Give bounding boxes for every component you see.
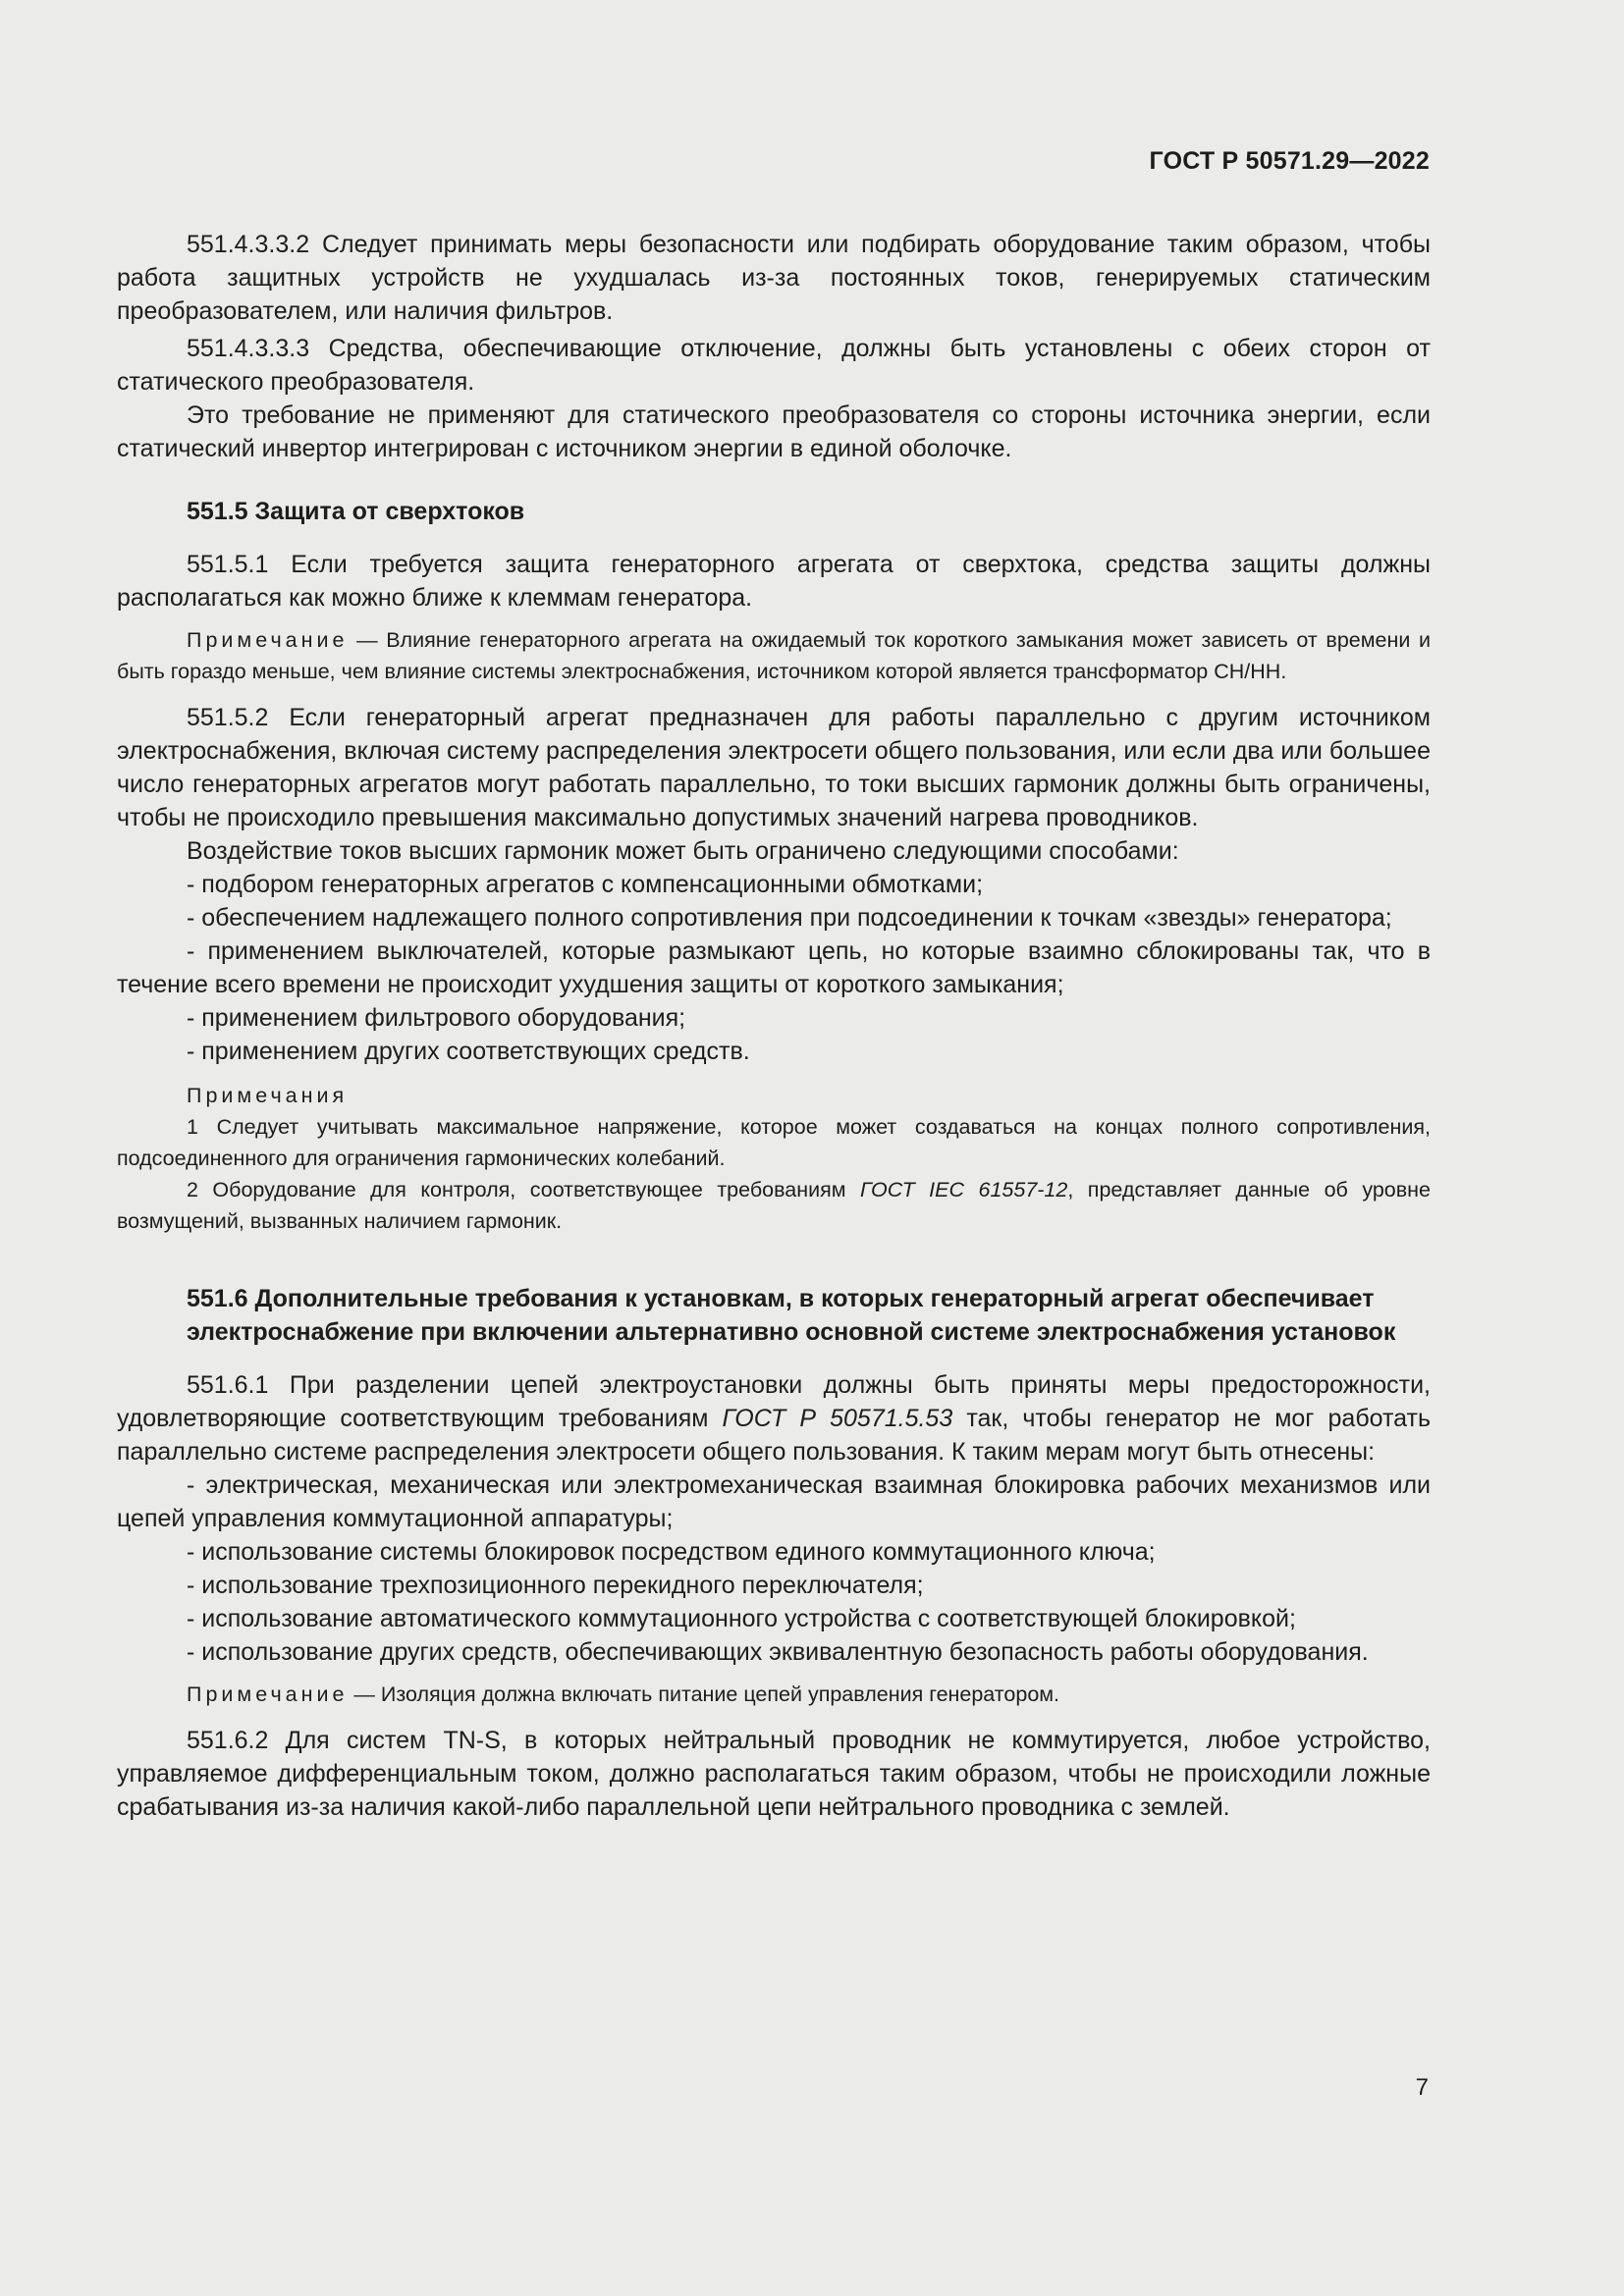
paragraph-harmonics-intro: Воздействие токов высших гармоник может быть ограничено следующими способами:	[187, 837, 1179, 865]
list-item: - подбором генераторных агрегатов с компенсационными обмотками;	[187, 871, 984, 898]
notes-title: Примечания	[187, 1084, 349, 1107]
list-item: - применением фильтрового оборудования;	[187, 1004, 686, 1032]
paragraph-551-6-2: 551.6.2 Для систем TN-S, в которых нейтральный проводник не коммутируется, любое устройство, управляемое дифференциальным током, должно располагаться таким образом, чтобы не происходили ложные срабатывания из-за наличия какой-либо параллельной цепи нейтрального проводника с землей.	[117, 1727, 1431, 1821]
paragraph-551-4-3-3-2: 551.4.3.3.2 Следует принимать меры безопасности или подбирать оборудование таким образом, чтобы работа защитных устройств не ухудшалась из-за постоянных токов, генерируемых статическим преобразователем, или наличия фильтров.	[117, 231, 1431, 325]
list-item: - применением других соответствующих средств.	[187, 1038, 750, 1065]
paragraph-551-6-1-text: 551.6.1 При разделении цепей электроустановки должны быть приняты меры предосторожности, удовлетворяющие соответствующим требованиям	[117, 1371, 1431, 1432]
paragraph-551-5-1: 551.5.1 Если требуется защита генераторного агрегата от сверхтока, средства защиты должны располагаться как можно ближе к клеммам генератора.	[117, 551, 1431, 612]
paragraph-exception: Это требование не применяют для статического преобразователя со стороны источника энергии, если статический инвертор интегрирован с источником энергии в единой оболочке.	[117, 401, 1431, 462]
paragraph-551-4-3-3-3: 551.4.3.3.3 Средства, обеспечивающие отключение, должны быть установлены с обеих сторон от статического преобразователя.	[117, 335, 1431, 396]
section-heading-551-6: 551.6 Дополнительные требования к установкам, в которых генераторный агрегат обеспечивает электроснабжение при включении альтернативно основной системе электроснабжения установок	[187, 1285, 1396, 1346]
section-heading-551-5: 551.5 Защита от сверхтоков	[187, 498, 525, 525]
list-item: - использование трехпозиционного перекидного переключателя;	[187, 1572, 924, 1599]
list-item: - применением выключателей, которые размыкают цепь, но которые взаимно сблокированы так, что в течение всего времени не происходит ухудшения защиты от короткого замыкания;	[117, 937, 1431, 998]
note-label: Примечание	[187, 628, 349, 652]
list-item: - использование автоматического коммутационного устройства с соответствующей блокировкой;	[187, 1605, 1296, 1632]
paragraph-551-6-1-text-end: так, чтобы генератор не мог работать параллельно системе распределения электросети общего пользования. К таким мерам могут быть отнесены:	[117, 1405, 1432, 1466]
note-isolation	[117, 1679, 1431, 1710]
paragraph-551-5-2: 551.5.2 Если генераторный агрегат предназначен для работы параллельно с другим источником электроснабжения, включая систему распределения электросети общего пользования, или если два или большее число генераторных агрегатов могут работать параллельно, то токи высших гармоник должны быть ограничены, чтобы не происходило превышения максимально допустимых значений нагрева проводников.	[117, 704, 1431, 831]
note-item-1: 1 Следует учитывать максимальное напряжение, которое может создаваться на концах полного сопротивления, подсоединенного для ограничения гармонических колебаний.	[117, 1115, 1431, 1170]
page-number: 7	[1415, 2074, 1429, 2101]
page-content	[117, 228, 1431, 1824]
note-item-2	[117, 1174, 1431, 1237]
note-item-2-text: 2 Оборудование для контроля, соответствующее требованиям	[187, 1178, 861, 1201]
note-label: Примечание	[187, 1682, 349, 1706]
list-item: - электрическая, механическая или электромеханическая взаимная блокировка рабочих механизмов или цепей управления коммутационной аппаратуры;	[117, 1471, 1431, 1532]
note-overcurrent	[117, 624, 1431, 687]
standard-reference: ГОСТ Р 50571.5.53	[722, 1405, 953, 1432]
document-header: ГОСТ Р 50571.29—2022	[1149, 147, 1430, 175]
standard-reference: ГОСТ IEC 61557-12	[860, 1178, 1068, 1201]
list-item: - использование системы блокировок посредством единого коммутационного ключа;	[187, 1538, 1156, 1566]
note-item-2-text-end: , представляет данные об уровне возмущений, вызванных наличием гармоник.	[117, 1178, 1431, 1233]
list-item: - использование других средств, обеспечивающих эквивалентную безопасность работы оборудования.	[187, 1638, 1369, 1666]
paragraph-551-6-1	[117, 1368, 1431, 1468]
note-text: — Влияние генераторного агрегата на ожидаемый ток короткого замыкания может зависеть от времени и быть гораздо меньше, чем влияние системы электроснабжения, источником которой является трансформатор СН/НН.	[117, 628, 1431, 683]
note-text: — Изоляция должна включать питание цепей управления генератором.	[348, 1682, 1060, 1706]
list-item: - обеспечением надлежащего полного сопротивления при подсоединении к точкам «звезды» генератора;	[187, 904, 1392, 932]
